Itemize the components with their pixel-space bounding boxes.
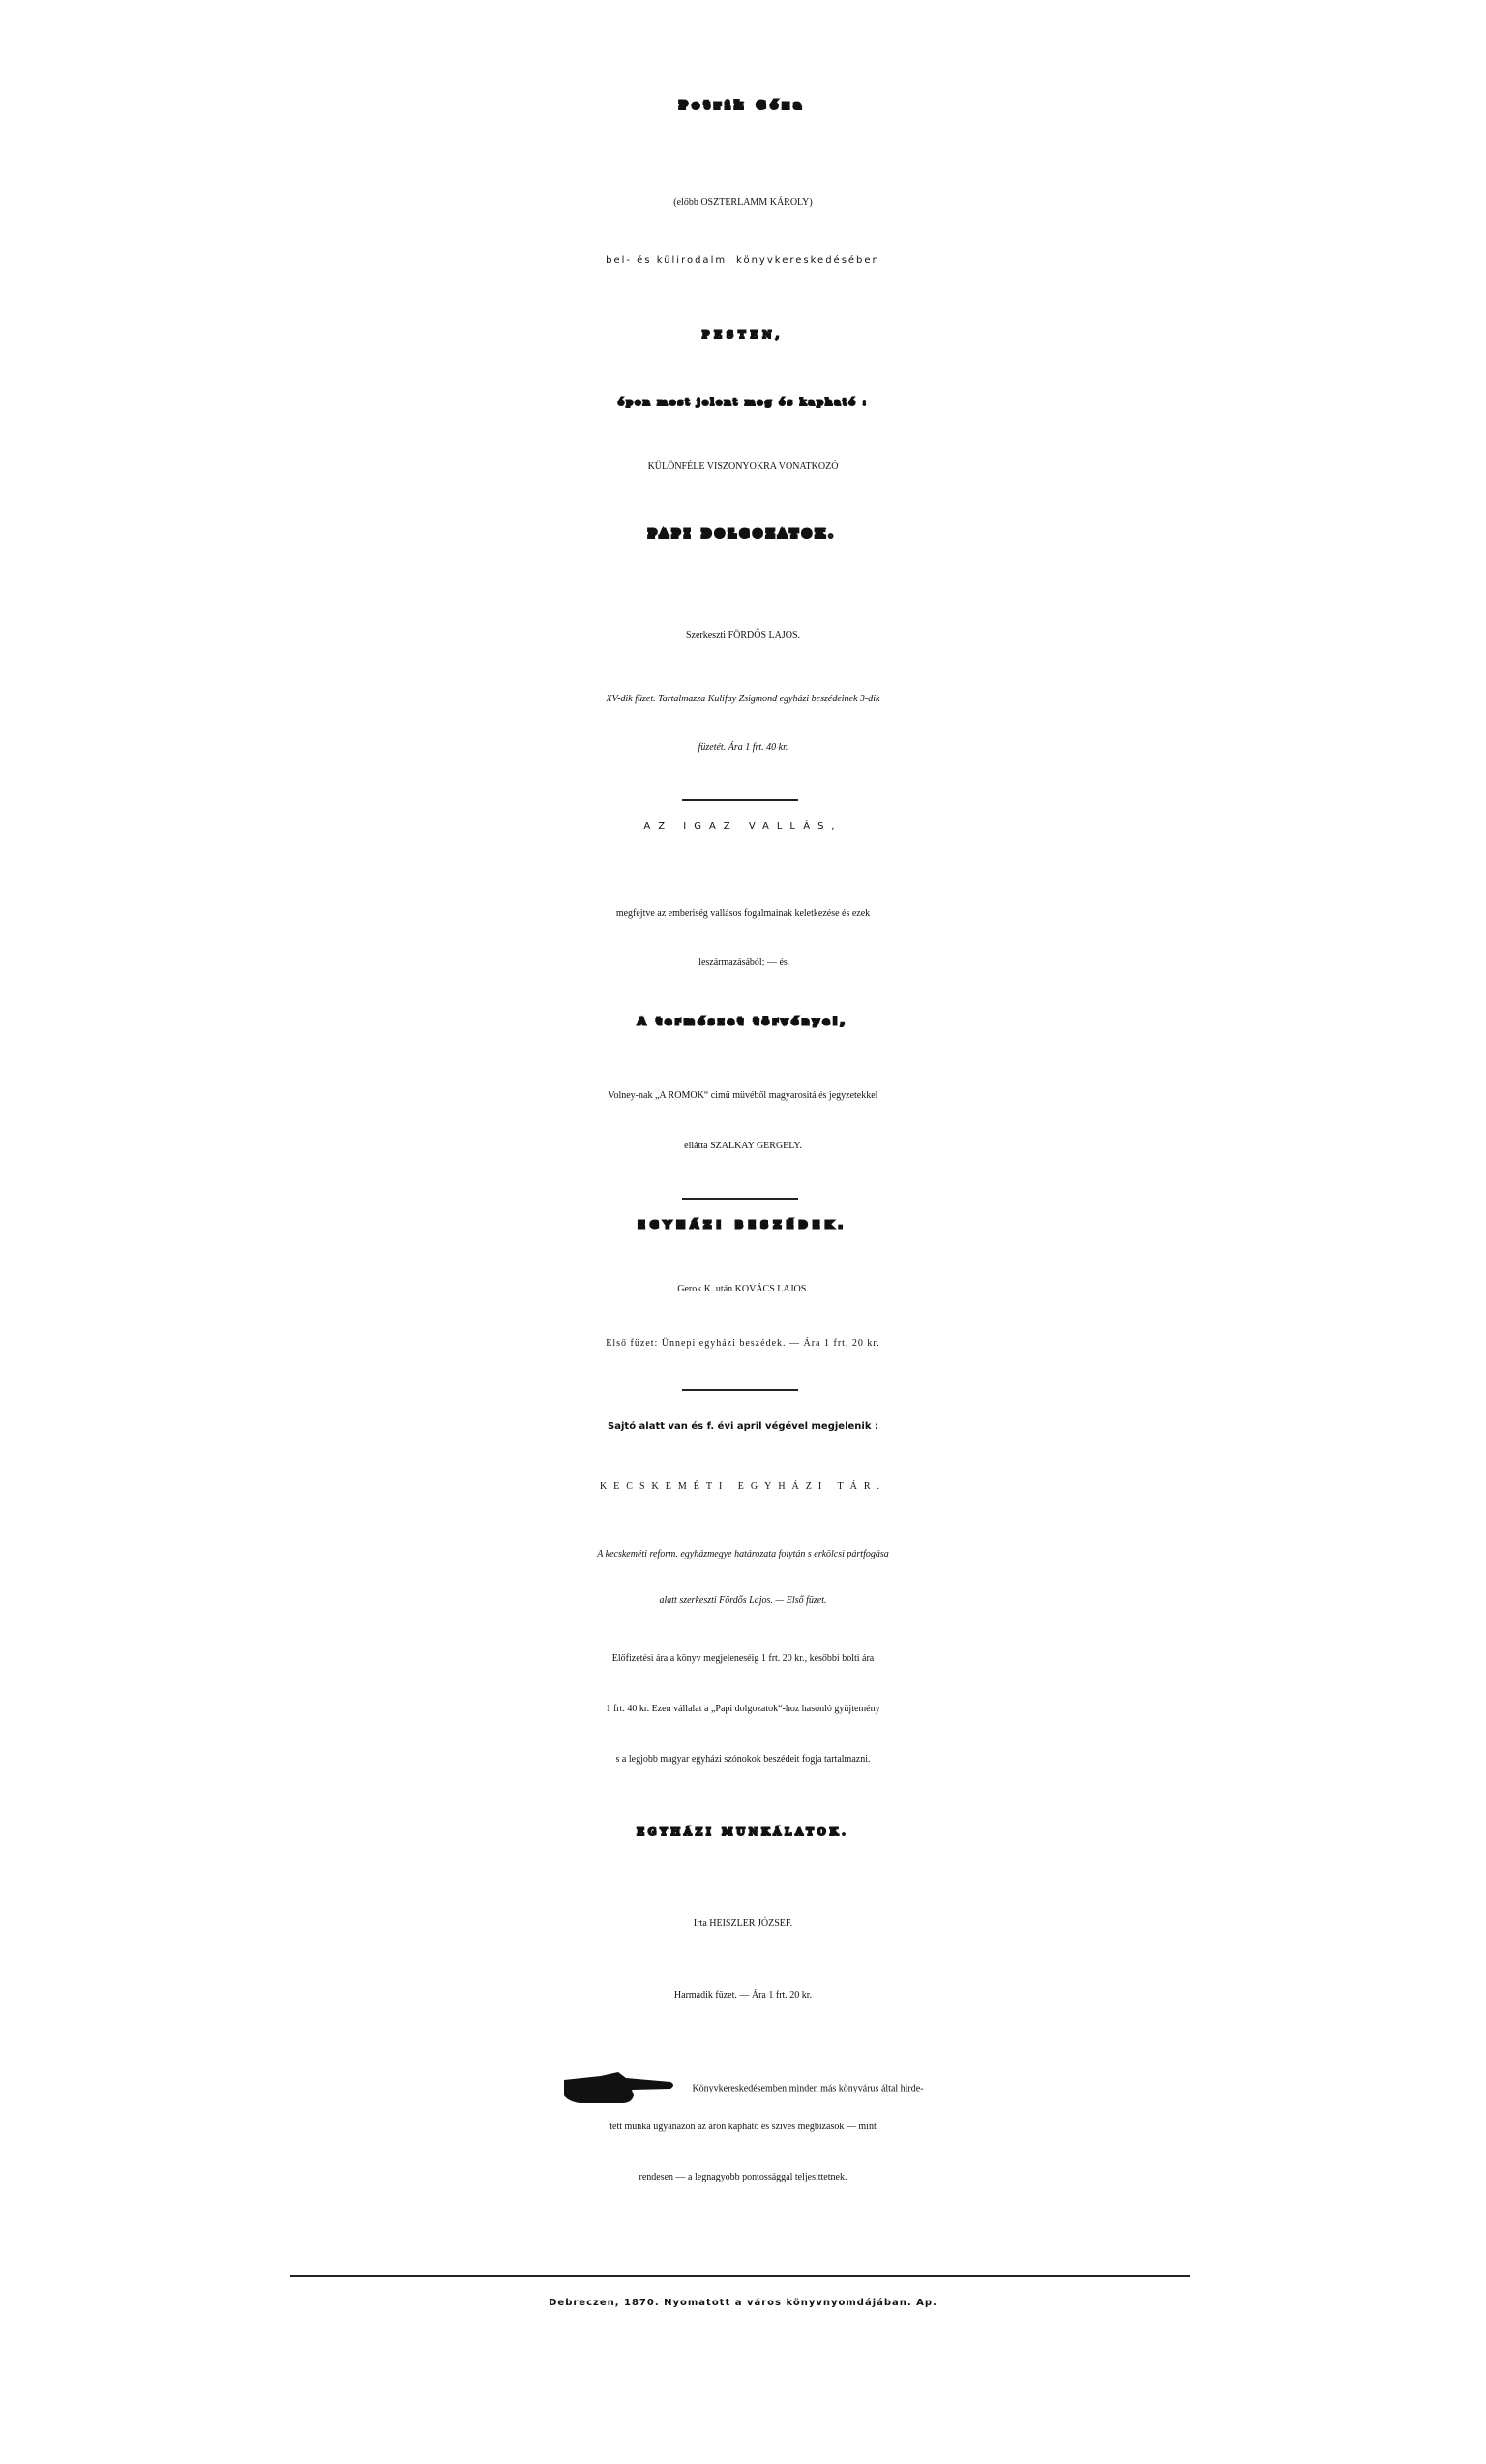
tar-line2: alatt szerkeszti Fördős Lajos. — Első füzet. xyxy=(659,1595,827,1606)
beszedek-issue: Első füzet: Ünnepi egyházi beszédek. — Ára 1 frt. 20 kr. xyxy=(606,1338,880,1349)
tar-title: KECSKEMÉTI EGYHÁZI TÁR. xyxy=(599,1481,887,1492)
tar-line4: 1 frt. 40 kr. Ezen vállalat a „Papi dolgozatok“-hoz hasonló gyüjtemény xyxy=(606,1704,880,1714)
beszedek-title: EGYHÁZI BESZÉDEK. xyxy=(638,1220,848,1231)
beszedek-author: Gerok K. után KOVÁCS LAJOS. xyxy=(677,1284,809,1294)
tar-line1: A kecskeméti reform. egyházmegye határozata folytán s erkölcsi pártfogása xyxy=(597,1549,889,1559)
papi-intro: KÜLÖNFÉLE VISZONYOKRA VONATKOZÓ xyxy=(647,461,839,472)
publisher-name: Petrik Géza xyxy=(679,101,807,111)
vallas-title: AZ IGAZ VALLÁS, xyxy=(643,821,843,832)
munkalatok-issue: Harmadik füzet. — Ára 1 frt. 20 kr. xyxy=(673,1990,813,2001)
tar-line3: Előfizetési ára a könyv megjeleneséig 1 frt. 20 kr., későbbi bolti ára xyxy=(611,1653,875,1664)
shop-description: bel- és külirodalmi könyvkereskedésében xyxy=(606,255,880,266)
munkalatok-author: Irta HEISZLER JÓZSEF. xyxy=(693,1918,793,1929)
notice-line2: tett munka ugyanazon az áron kapható és szives megbizások — mint xyxy=(609,2122,877,2132)
vallas-line1: megfejtve az emberiség vallásos fogalmainak keletkezése és ezek xyxy=(615,908,871,919)
vallas-line2: leszármazásából; — és xyxy=(698,957,788,967)
munkalatok-title: EGYHÁZI MUNKÁLATOK. xyxy=(637,1827,849,1838)
footer-rule xyxy=(290,2275,1190,2277)
notice-line1-row xyxy=(0,2070,1486,2107)
papi-title: PAPI DOLGOZATOK. xyxy=(648,529,838,540)
announcement: épen most jelent meg és kapható : xyxy=(617,398,869,408)
divider xyxy=(682,1198,798,1200)
papi-editor: Szerkeszti FÖRDŐS LAJOS. xyxy=(685,630,801,640)
pointing-hand-icon xyxy=(562,2070,678,2107)
tar-line5: s a legjobb magyar egyházi szónokok beszédeit fogja tartalmazni. xyxy=(615,1754,871,1765)
divider xyxy=(682,799,798,801)
vallas-subtitle: A természet törvényei, xyxy=(638,1017,848,1027)
notice-line3: rendesen — a legnagyobb pontossággal teljesittetnek. xyxy=(639,2172,847,2182)
former-owner: (előbb OSZTERLAMM KÁROLY) xyxy=(673,197,813,208)
papi-issue-line1: XV-dik füzet. Tartalmazza Kulifay Zsigmond egyházi beszédeinek 3-dik xyxy=(606,694,880,704)
vallas-line4: ellátta SZALKAY GERGELY. xyxy=(684,1141,802,1151)
footer-imprint: Debreczen, 1870. Nyomatott a város könyvnyomdájában. Ap. xyxy=(549,2298,937,2308)
divider xyxy=(682,1389,798,1391)
notice-line1: Könyvkereskedésemben minden más könyvárus által hirde- xyxy=(692,2083,924,2094)
vallas-line3: Volney-nak „A ROMOK“ cimü müvéből magyarositá és jegyzetekkel xyxy=(608,1090,878,1101)
tar-press-notice: Sajtó alatt van és f. évi april végével megjelenik : xyxy=(608,1421,878,1432)
city-name: PESTEN, xyxy=(701,330,785,341)
papi-issue-line2: füzetét. Ára 1 frt. 40 kr. xyxy=(698,742,788,753)
